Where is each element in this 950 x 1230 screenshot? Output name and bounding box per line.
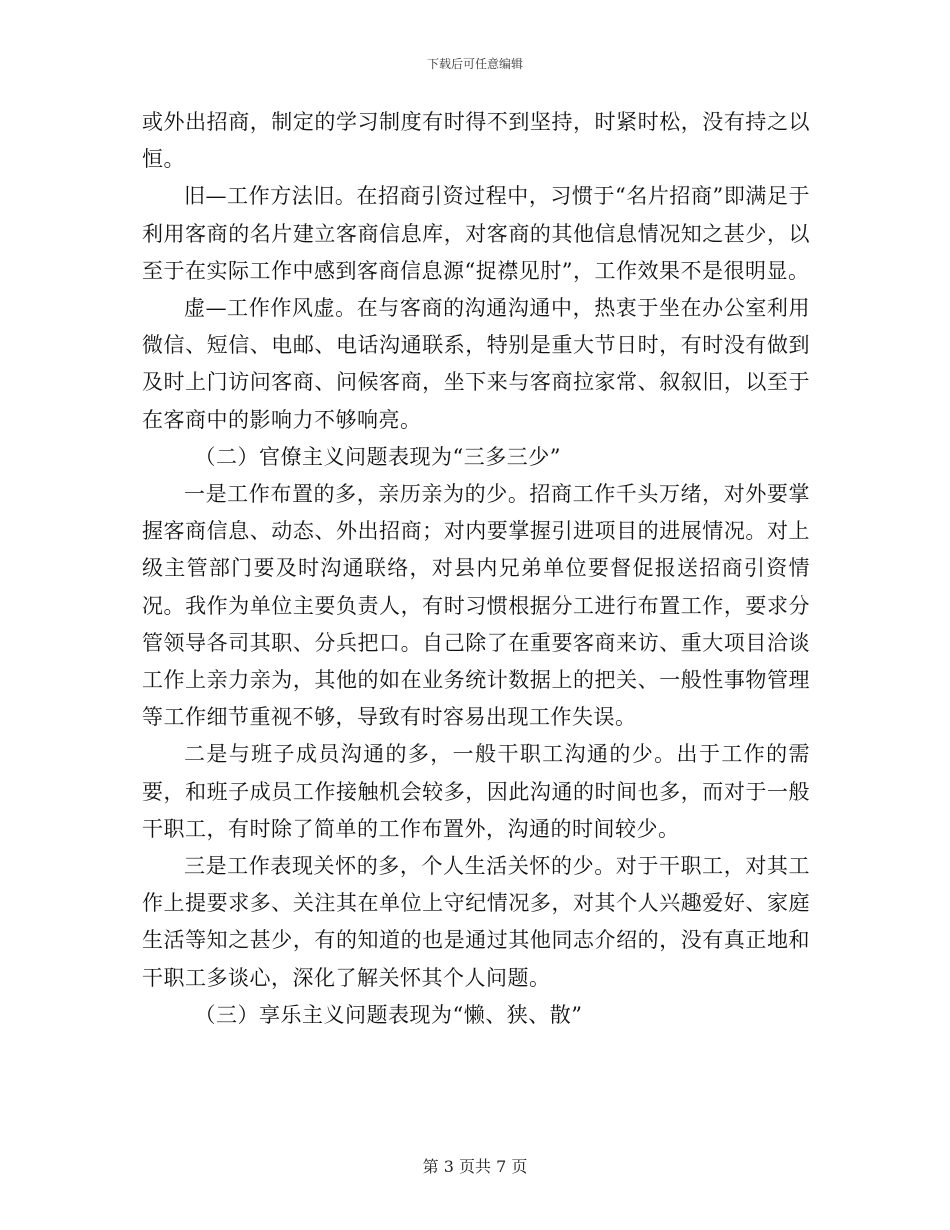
paragraph-point-three: 三是工作表现关怀的多，个人生活关怀的少。对于干职工，对其工作上提要求多、关注其在单位上守纪情况多，对其个人兴趣爱好、家庭生活等知之甚少，有的知道的也是通过其他同志介绍的，没有真正地和干职工多谈心，深化了解关怀其个人问题。 (142, 854, 810, 990)
paragraph-work-method: 旧—工作方法旧。在招商引资过程中，习惯于“名片招商”即满足于利用客商的名片建立客商信息库，对客商的其他信息情况知之甚少，以至于在实际工作中感到客商信息源“捉襟见肘”，工作效果不是很明显。 (142, 184, 810, 283)
document-body (142, 104, 810, 1034)
page-number-footer: 第 3 页共 7 页 (422, 1157, 528, 1176)
paragraph-continuation: 或外出招商，制定的学习制度有时得不到坚持，时紧时松，没有持之以恒。 (142, 110, 810, 172)
paragraph-point-one: 一是工作布置的多，亲历亲为的少。招商工作千头万绪，对外要掌握客商信息、动态、外出招商；对内要掌握引进项目的进展情况。对上级主管部门要及时沟通联络，对县内兄弟单位要督促报送招商引资情况。我作为单位主要负责人，有时习惯根据分工进行布置工作，要求分管领导各司其职、分兵把口。自己除了在重要客商来访、重大项目洽谈工作上亲力亲为，其他的如在业务统计数据上的把关、一般性事物管理等工作细节重视不够，导致有时容易出现工作失误。 (142, 482, 810, 730)
paragraph-work-style: 虚—工作作风虚。在与客商的沟通沟通中，热衷于坐在办公室利用微信、短信、电邮、电话沟通联系，特别是重大节日时，有时没有做到及时上门访问客商、问候客商，坐下来与客商拉家常、叙叙旧，以至于在客商中的影响力不够响亮。 (142, 296, 810, 432)
paragraph-point-two: 二是与班子成员沟通的多，一般干职工沟通的少。出于工作的需要，和班子成员工作接触机会较多，因此沟通的时间也多，而对于一般干职工，有时除了简单的工作布置外，沟通的时间较少。 (142, 742, 810, 841)
section-heading-bureaucratism: （二）官僚主义问题表现为“三多三少” (194, 444, 561, 469)
page-header: 下载后可任意编辑 (426, 57, 523, 71)
section-heading-hedonism: （三）享乐主义问题表现为“懒、狭、散” (194, 1002, 583, 1027)
